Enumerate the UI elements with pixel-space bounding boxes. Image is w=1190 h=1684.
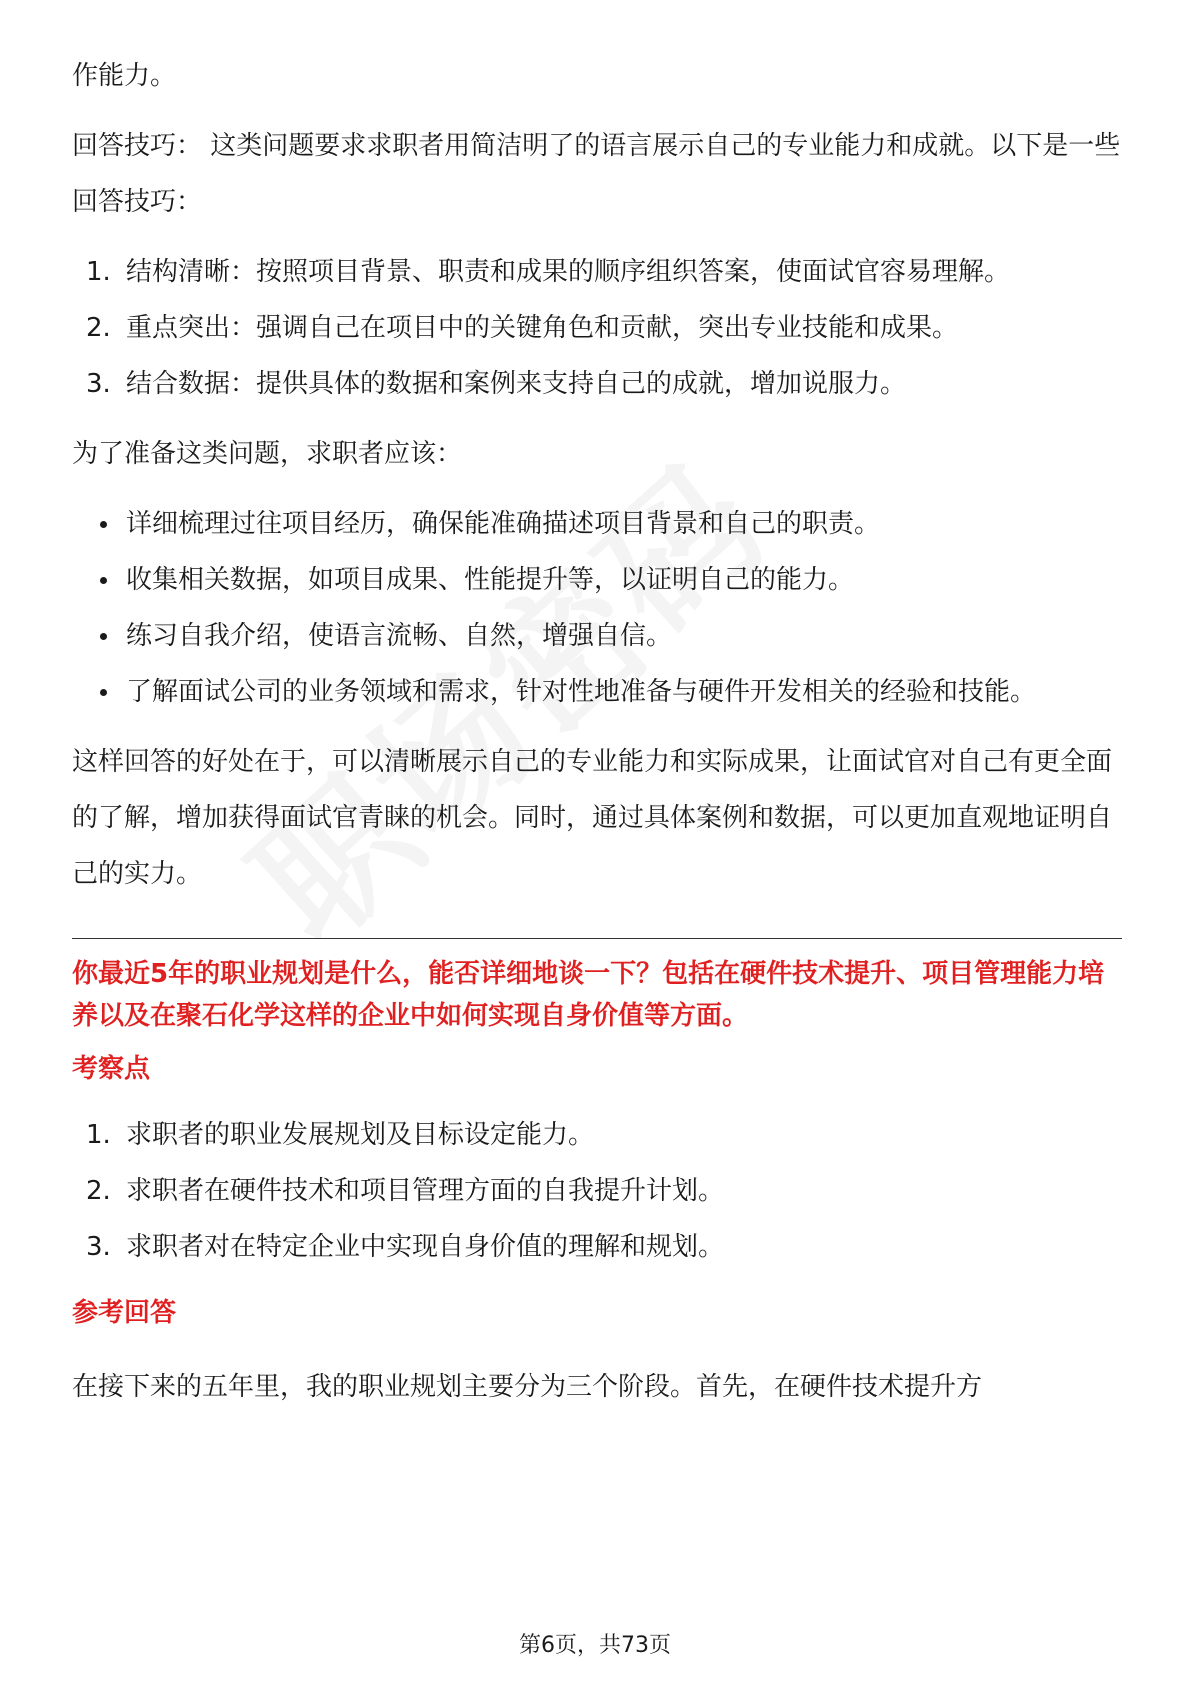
prep-list xyxy=(72,496,1122,720)
list-item-text: 练习自我介绍，使语言流畅、自然，增强自信。 xyxy=(126,621,673,651)
prep-intro: 为了准备这类问题，求职者应该： xyxy=(72,439,463,469)
bullet-icon xyxy=(100,689,107,696)
list-number: 3. xyxy=(86,369,111,399)
list-item-text: 结合数据：提供具体的数据和案例来支持自己的成就，增加说服力。 xyxy=(126,369,907,399)
list-number: 1. xyxy=(86,257,111,287)
list-item xyxy=(72,664,1122,720)
benefit-paragraph: 这样回答的好处在于，可以清晰展示自己的专业能力和实际成果，让面试官对自己有更全面的了解，增加获得面试官青睐的机会。同时，通过具体案例和数据，可以更加直观地证明自己的实力。 xyxy=(72,747,1113,889)
list-number: 1. xyxy=(86,1120,111,1150)
answer-text: 在接下来的五年里，我的职业规划主要分为三个阶段。首先，在硬件技术提升方 xyxy=(72,1372,983,1402)
list-item-text: 重点突出：强调自己在项目中的关键角色和贡献，突出专业技能和成果。 xyxy=(126,313,959,343)
list-item xyxy=(72,300,1122,356)
page-content xyxy=(72,48,1122,1415)
list-item-text: 求职者在硬件技术和项目管理方面的自我提升计划。 xyxy=(126,1176,725,1206)
tips-list xyxy=(72,244,1122,412)
list-number: 3. xyxy=(86,1232,111,1262)
continuation-text: 作能力。 xyxy=(72,61,177,91)
list-item xyxy=(72,1107,1122,1163)
list-item xyxy=(72,356,1122,412)
list-item-text: 求职者对在特定企业中实现自身价值的理解和规划。 xyxy=(126,1232,725,1262)
list-item xyxy=(72,608,1122,664)
bullet-icon xyxy=(100,521,107,528)
list-number: 2. xyxy=(86,1176,111,1206)
bullet-icon xyxy=(100,577,107,584)
list-item-text: 详细梳理过往项目经历，确保能准确描述项目背景和自己的职责。 xyxy=(126,509,881,539)
list-item-text: 求职者的职业发展规划及目标设定能力。 xyxy=(126,1120,595,1150)
list-item xyxy=(72,496,1122,552)
question-title: 你最近5年的职业规划是什么，能否详细地谈一下？包括在硬件技术提升、项目管理能力培养以及在聚石化学这样的企业中如何实现自身价值等方面。 xyxy=(72,959,1105,1031)
focus-list xyxy=(72,1107,1122,1275)
bullet-icon xyxy=(100,633,107,640)
list-item-text: 了解面试公司的业务领域和需求，针对性地准备与硬件开发相关的经验和技能。 xyxy=(126,677,1037,707)
list-number: 2. xyxy=(86,313,111,343)
tips-intro: 回答技巧： 这类问题要求求职者用简洁明了的语言展示自己的专业能力和成就。以下是一些回答技巧： xyxy=(72,131,1121,217)
list-item xyxy=(72,1163,1122,1219)
list-item xyxy=(72,244,1122,300)
list-item-text: 收集相关数据，如项目成果、性能提升等，以证明自己的能力。 xyxy=(126,565,855,595)
focus-heading: 考察点 xyxy=(72,1054,151,1084)
list-item xyxy=(72,552,1122,608)
answer-heading: 参考回答 xyxy=(72,1298,177,1328)
list-item xyxy=(72,1219,1122,1275)
list-item-text: 结构清晰：按照项目背景、职责和成果的顺序组织答案，使面试官容易理解。 xyxy=(126,257,1011,287)
page-number: 第6页，共73页 xyxy=(519,1633,671,1658)
